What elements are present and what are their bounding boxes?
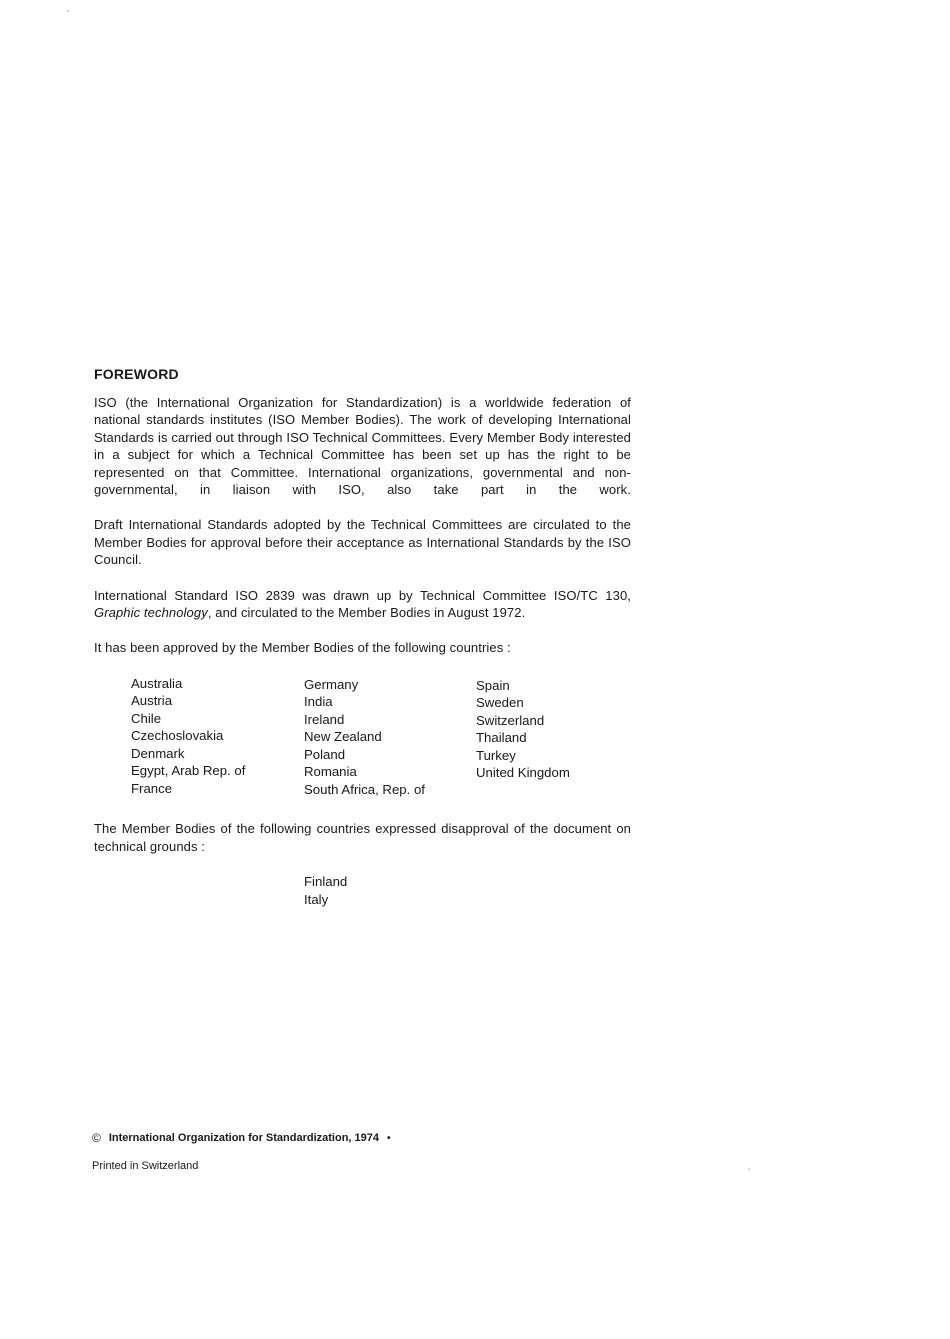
country-item: Switzerland (476, 712, 545, 728)
copyright-line (92, 1131, 391, 1145)
foreword-paragraph-approval-intro: It has been approved by the Member Bodies of the following countries : (94, 640, 511, 656)
country-item: Poland (304, 746, 346, 762)
disapproving-countries-list (304, 873, 631, 908)
committee-name-italic: Graphic technology (94, 605, 208, 621)
country-item: Sweden (476, 695, 524, 711)
country-item: Spain (476, 677, 510, 693)
country-item: Finland (304, 874, 348, 890)
country-item: India (304, 694, 333, 710)
copyright-text: International Organization for Standardization, 1974 (108, 1132, 379, 1144)
scan-speck (67, 10, 69, 12)
scan-speck (748, 1168, 750, 1170)
printed-in-text: Printed in Switzerland (92, 1160, 199, 1172)
foreword-heading: FOREWORD (94, 366, 179, 382)
foreword-paragraph-iso-intro: ISO (the International Organization for Standardization) is a worldwide federation of national standards institutes (ISO Member Bodies). The work of developing International Standards is carried out through ISO Technical Committees. Every Member Body interested in a subject for which a Technical Committee has been set up has the right to be represented on that Committee. International organizations, governmental and non-governmental, in liaison with ISO, also take part in the work. (94, 395, 631, 498)
country-item: Turkey (476, 747, 516, 763)
countries-column-2 (304, 675, 476, 799)
country-item: South Africa, Rep. of (304, 781, 425, 797)
country-item: Germany (304, 676, 359, 692)
foreword-paragraph-draft-standards: Draft International Standards adopted by the Technical Committees are circulated to the Member Bodies for approval before their acceptance as International Standards by the ISO Council. (94, 517, 631, 568)
country-item: Austria (131, 693, 173, 709)
foreword-section (94, 366, 631, 908)
approving-countries-list (131, 675, 631, 799)
country-item: New Zealand (304, 729, 382, 745)
para3-text-after: , and circulated to the Member Bodies in August 1972. (207, 605, 526, 621)
country-item: France (131, 780, 173, 796)
copyright-icon: © (92, 1131, 101, 1145)
country-item: United Kingdom (476, 765, 570, 781)
country-item: Chile (131, 710, 162, 726)
country-item: Romania (304, 764, 357, 780)
country-item: Egypt, Arab Rep. of (131, 763, 246, 779)
countries-column-3 (476, 675, 626, 799)
foreword-paragraph-iso-2839 (94, 587, 631, 622)
para3-text-before: International Standard ISO 2839 was drawn up by Technical Committee ISO/TC 130, (94, 587, 631, 603)
country-item: Denmark (131, 745, 185, 761)
country-item: Thailand (476, 730, 527, 746)
foreword-paragraph-disapproval: The Member Bodies of the following countries expressed disapproval of the document on technical grounds : (94, 821, 631, 854)
country-item: Italy (304, 891, 329, 907)
country-item: Australia (131, 675, 183, 691)
countries-column-1 (131, 675, 304, 799)
country-item: Ireland (304, 711, 345, 727)
country-item: Czechoslovakia (131, 728, 224, 744)
bullet-icon: • (387, 1132, 391, 1144)
